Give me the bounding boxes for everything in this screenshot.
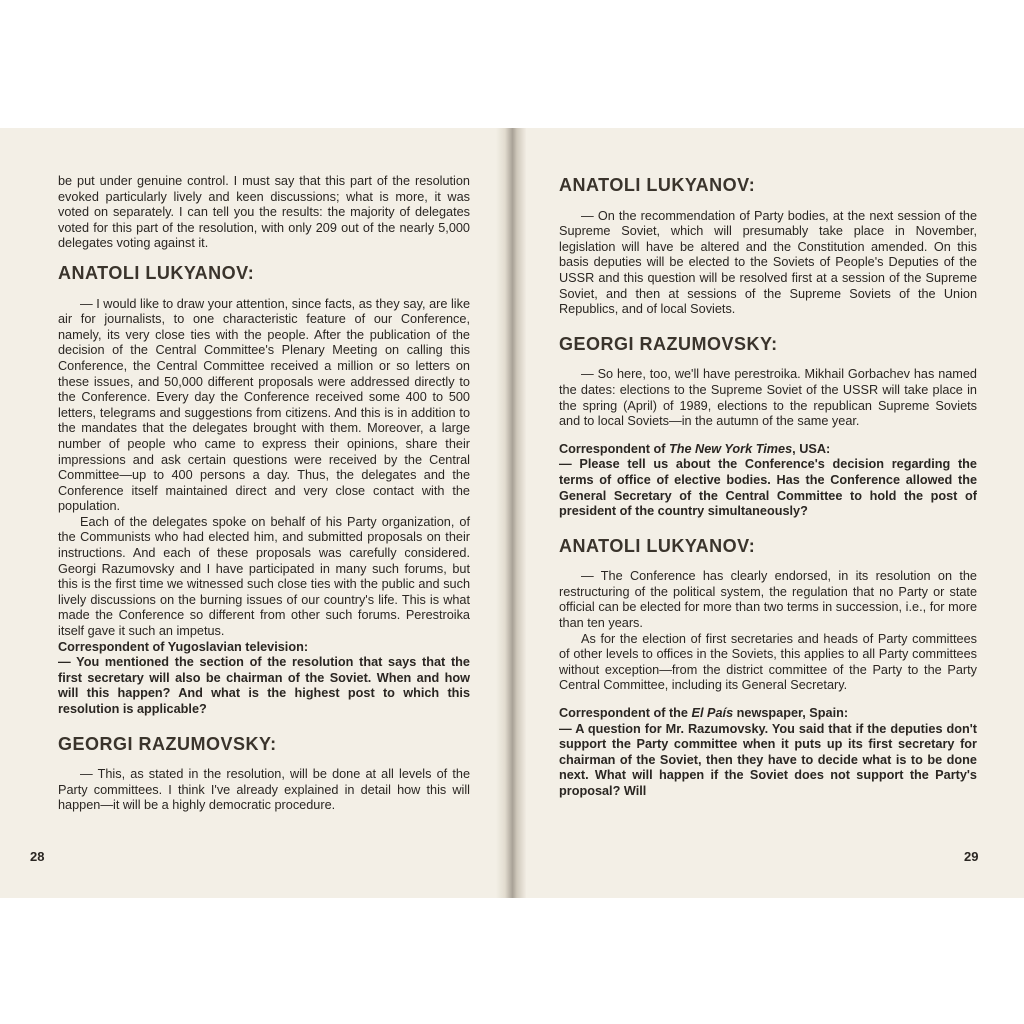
right-page (526, 128, 1024, 898)
right-text-column (559, 175, 977, 800)
correspondent-prefix: Correspondent of the (559, 706, 692, 721)
question-paragraph: — A question for Mr. Razumovsky. You said that if the deputies don't support the Party committee when it puts up its first secretary for chairman of the Soviet, then they have to decide what is to be done next. What will happen if the Soviet does not support the Party's proposal? Will (559, 721, 977, 798)
body-paragraph: — The Conference has clearly endorsed, in its resolution on the restructuring of the political system, the regulation that no Party or state official can be elected for more than two terms in succession, i.e., for more than ten years. (559, 569, 977, 631)
correspondent-label: Correspondent of Yugoslavian television: (58, 639, 309, 654)
body-paragraph: — This, as stated in the resolution, will be done at all levels of the Party committees. I think I've already explained in detail how this will happen—it will be a highly democratic procedure. (58, 767, 470, 813)
left-page (0, 128, 500, 898)
question-paragraph: — Please tell us about the Conference's decision regarding the terms of office of elective bodies. Has the Conference allowed the General Secretary of the Central Committee to hold the post of president of the country simultaneously? (559, 457, 977, 519)
page-number: 28 (30, 849, 45, 864)
newspaper-name: El País (691, 706, 734, 721)
correspondent-prefix: Correspondent of (559, 441, 669, 456)
speaker-heading: ANATOLI LUKYANOV: (559, 175, 756, 195)
body-paragraph: As for the election of first secretaries and heads of Party committees of other levels to offices in the Soviets, this applies to all Party committees without exception—from the district committee of the Party to the Party Central Committee, including its General Secretary. (559, 631, 977, 693)
speaker-heading: ANATOLI LUKYANOV: (559, 535, 756, 556)
correspondent-suffix: newspaper, Spain: (733, 706, 849, 721)
speaker-heading: GEORGI RAZUMOVSKY: (58, 733, 277, 754)
page-number: 29 (964, 849, 979, 864)
book-gutter (496, 128, 526, 898)
correspondent-suffix: , USA: (792, 441, 831, 456)
body-paragraph: — On the recommendation of Party bodies, at the next session of the Supreme Soviet, which will presumably take place in November, legislation will have be altered and the Constitution amended. On this basis deputies will be elected to the Soviets of People's Deputies of the USSR and this question will be resolved first at a session of the Supreme Soviet, and then at sessions of the Supreme Soviets of the Union Republics, and of local Soviets. (559, 208, 977, 317)
speaker-heading: ANATOLI LUKYANOV: (58, 262, 255, 283)
book-spread (0, 128, 1024, 898)
body-paragraph: — I would like to draw your attention, since facts, as they say, are like air for journalists, to one characteristic feature of our Conference, namely, its very close ties with the people. After the publication of the decision of the Central Committee's Plenary Meeting on calling this Conference, the Central Committee received a million or so letters on these issues, and 50,000 different proposals were addressed directly to the Conference. Every day the Conference received some 400 to 500 letters, telegrams and suggestions from citizens. And this is in addition to the mandates that the delegates brought with them. Moreover, a large number of people who came to express their opinions, share their impressions and ask certain questions were received by the Central Committee—up to 400 persons a day. Thus, the delegates and the Conference itself maintained direct and very close contact with the population. (58, 296, 470, 514)
correspondent-label (559, 706, 977, 722)
left-text-column (58, 174, 470, 814)
newspaper-name: The New York Times (668, 441, 793, 456)
question-paragraph: — You mentioned the section of the resolution that says that the first secretary will also be chairman of the Soviet. When and how will this happen? And what is the highest post to which this resolution is applicable? (58, 655, 470, 716)
continuation-paragraph: be put under genuine control. I must say that this part of the resolution evoked particularly lively and keen discussions; what is more, it was voted on separately. I can tell you the results: the majority of delegates voted for this part of the resolution, with only 209 out of the nearly 5,000 delegates voting against it. (58, 174, 470, 251)
body-paragraph: Each of the delegates spoke on behalf of his Party organization, of the Communists who had elected him, and submitted proposals on their instructions. And each of these proposals was carefully considered. Georgi Razumovsky and I have participated in many such forums, but this is the first time we witnessed such close ties with the public and such lively discussions on the burning issues of our country's life. This is what made the Conference so different from other such forums. Perestroika itself gave it such an impetus. (58, 514, 470, 639)
speaker-heading: GEORGI RAZUMOVSKY: (559, 333, 778, 354)
correspondent-label (559, 442, 977, 458)
body-paragraph: — So here, too, we'll have perestroika. Mikhail Gorbachev has named the dates: elections to the Supreme Soviet of the USSR will take place in the spring (April) of 1989, elections to the republican Supreme Soviets and to local Soviets—in the autumn of the same year. (559, 367, 977, 429)
